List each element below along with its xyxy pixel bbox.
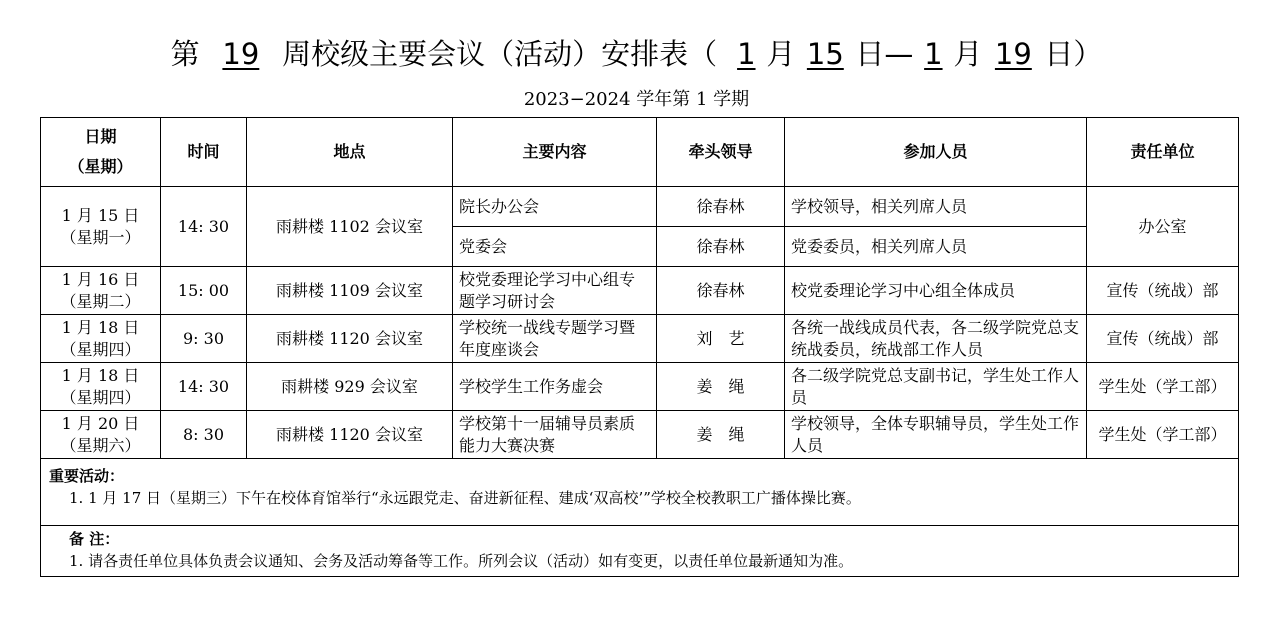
important-activities-heading: 重要活动：: [49, 467, 125, 485]
time-cell: 14: 30: [161, 363, 247, 411]
table-row: [41, 411, 1239, 459]
table-row: [41, 187, 1239, 227]
leader-cell: 刘 艺: [657, 315, 785, 363]
time-cell: 15: 00: [161, 267, 247, 315]
title-middle: 周校级主要会议（活动）安排表（: [282, 37, 718, 71]
date-cell: [41, 187, 161, 267]
weekday-text: （星期一）: [60, 227, 141, 247]
title-start-day: 15: [806, 37, 844, 71]
remarks-cell: [41, 526, 1239, 577]
unit-cell: 宣传（统战）部: [1087, 267, 1239, 315]
title-month-char: 月: [766, 37, 796, 71]
unit-cell: 学生处（学工部）: [1087, 363, 1239, 411]
title-start-month: 1: [737, 37, 756, 71]
title-end-day: 19: [994, 37, 1032, 71]
schedule-table: [40, 117, 1239, 577]
time-cell: 14: 30: [161, 187, 247, 267]
header-date-label: 日期: [84, 127, 117, 146]
place-cell: 雨耕楼 1102 会议室: [247, 187, 453, 267]
date-cell: [41, 411, 161, 459]
date-cell: [41, 363, 161, 411]
place-cell: 雨耕楼 929 会议室: [247, 363, 453, 411]
weekday-text: （星期四）: [60, 339, 141, 359]
date-cell: [41, 315, 161, 363]
participants-cell: 各二级学院党总支副书记，学生处工作人员: [785, 363, 1087, 411]
important-activities-row: [41, 459, 1239, 526]
page-title: [0, 34, 1273, 74]
table-row: [41, 267, 1239, 315]
unit-cell: 宣传（统战）部: [1087, 315, 1239, 363]
participants-cell: 各统一战线成员代表，各二级学院党总支统战委员，统战部工作人员: [785, 315, 1087, 363]
date-text: 1 月 18 日: [61, 317, 140, 337]
semester-subtitle: 2023−2024 学年第 1 学期: [523, 89, 750, 110]
header-place: 地点: [247, 118, 453, 187]
title-prefix: 第: [170, 37, 200, 71]
weekday-text: （星期四）: [60, 387, 141, 407]
participants-cell: 党委委员，相关列席人员: [785, 227, 1087, 267]
header-leader: 牵头领导: [657, 118, 785, 187]
header-weekday-label: （星期）: [68, 157, 133, 176]
remarks-heading: 备 注：: [69, 530, 120, 548]
weekday-text: （星期六）: [60, 435, 141, 455]
header-content: 主要内容: [453, 118, 657, 187]
title-suffix: 日）: [1044, 37, 1103, 71]
leader-cell: 姜 绳: [657, 411, 785, 459]
place-cell: 雨耕楼 1109 会议室: [247, 267, 453, 315]
date-text: 1 月 18 日: [61, 365, 140, 385]
header-date: [41, 118, 161, 187]
table-row: [41, 363, 1239, 411]
content-cell: 党委会: [453, 227, 657, 267]
time-cell: 9: 30: [161, 315, 247, 363]
table-row: [41, 315, 1239, 363]
participants-cell: 学校领导，相关列席人员: [785, 187, 1087, 227]
weekday-text: （星期二）: [60, 291, 141, 311]
date-text: 1 月 16 日: [61, 269, 140, 289]
content-cell: 院长办公会: [453, 187, 657, 227]
place-cell: 雨耕楼 1120 会议室: [247, 315, 453, 363]
participants-cell: 学校领导，全体专职辅导员，学生处工作人员: [785, 411, 1087, 459]
important-activity-item: 1. 1 月 17 日（星期三）下午在校体育馆举行“永远跟党走、奋进新征程、建成‘双高校’”学校全校教职工广播体操比赛。: [69, 489, 861, 507]
content-cell: 学校第十一届辅导员素质能力大赛决赛: [453, 411, 657, 459]
time-cell: 8: 30: [161, 411, 247, 459]
table-header-row: [41, 118, 1239, 187]
title-day-dash: 日—: [855, 37, 914, 71]
header-unit: 责任单位: [1087, 118, 1239, 187]
date-text: 1 月 15 日: [61, 205, 140, 225]
leader-cell: 徐春林: [657, 187, 785, 227]
remarks-row: [41, 526, 1239, 577]
participants-cell: 校党委理论学习中心组全体成员: [785, 267, 1087, 315]
unit-cell: 学生处（学工部）: [1087, 411, 1239, 459]
header-participants: 参加人员: [785, 118, 1087, 187]
leader-cell: 姜 绳: [657, 363, 785, 411]
header-time: 时间: [161, 118, 247, 187]
content-cell: 学校学生工作务虚会: [453, 363, 657, 411]
important-activities-cell: [41, 459, 1239, 526]
content-cell: 校党委理论学习中心组专题学习研讨会: [453, 267, 657, 315]
content-cell: 学校统一战线专题学习暨年度座谈会: [453, 315, 657, 363]
remark-item: 1. 请各责任单位具体负责会议通知、会务及活动筹备等工作。所列会议（活动）如有变更，以责任单位最新通知为准。: [69, 552, 854, 570]
leader-cell: 徐春林: [657, 267, 785, 315]
leader-cell: 徐春林: [657, 227, 785, 267]
place-cell: 雨耕楼 1120 会议室: [247, 411, 453, 459]
date-text: 1 月 20 日: [61, 413, 140, 433]
title-end-month: 1: [924, 37, 943, 71]
title-week-number: 19: [222, 37, 260, 71]
unit-cell: 办公室: [1087, 187, 1239, 267]
date-cell: [41, 267, 161, 315]
title-month-char: 月: [953, 37, 983, 71]
